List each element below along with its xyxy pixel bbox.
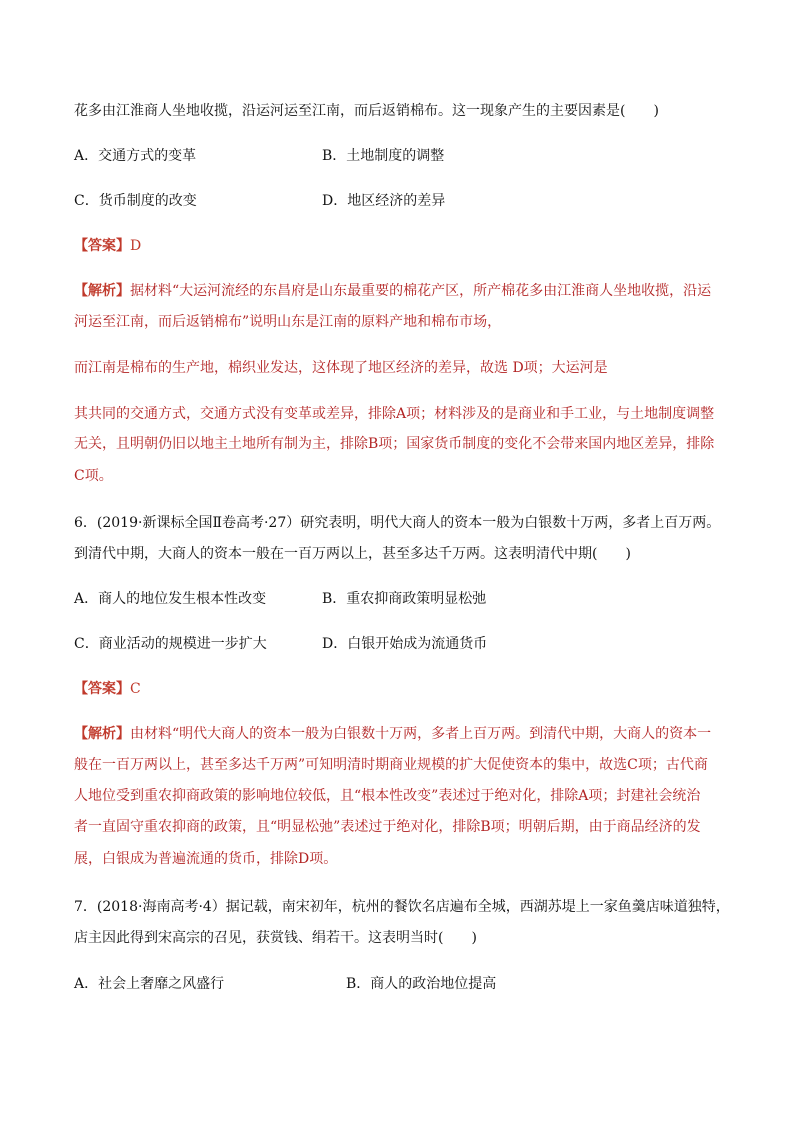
q5-explain-line2: 河运至江南，而后返销棉布”说明山东是江南的原料产地和棉布市场， [74, 314, 502, 330]
q5-explain-line6: C项。 [74, 468, 113, 484]
q6-option-a[interactable]: A．商人的地位发生根本性改变 [74, 591, 267, 607]
q5-option-a[interactable]: A．交通方式的变革 [74, 148, 197, 164]
q6-answer [74, 679, 720, 699]
q5-explain-line5: 无关，且明朝仍旧以地主土地所有制为主，排除B项；国家货币制度的变化不会带来国内地区差异，排除 [74, 436, 715, 452]
q6-option-d[interactable]: D．白银开始成为流通货币 [322, 636, 488, 652]
q6-explain-line4: 者一直固守重农抑商的政策，且“明显松弛”表述过于绝对化，排除B项；明朝后期，由于商品经济的发 [74, 819, 701, 835]
answer-value: D [130, 238, 142, 254]
q5-answer [74, 236, 720, 256]
q5-explain-line4: 其共同的交通方式，交通方式没有变革或差异，排除A项；材料涉及的是商业和手工业，与土地制度调整 [74, 406, 715, 422]
explain-label: 【解析】 [74, 283, 130, 299]
answer-label: 【答案】 [74, 681, 130, 697]
q6-explain-line5: 展，白银成为普遍流通的货币，排除D项。 [74, 851, 338, 867]
q5-explain-line3: 而江南是棉布的生产地，棉织业发达，这体现了地区经济的差异，故选 D项；大运河是 [74, 360, 608, 376]
explain-text: 由材料“明代大商人的资本一般为白银数十万两，多者上百万两。到清代中期，大商人的资本一 [130, 726, 712, 742]
q5-explain-line1 [74, 281, 720, 301]
q5-option-d[interactable]: D．地区经济的差异 [322, 193, 446, 209]
q6-explain-line1 [74, 724, 720, 744]
q6-stem-line2: 到清代中期，大商人的资本一般在一百万两以上，甚至多达千万两。这表明清代中期( ) [74, 546, 631, 562]
q6-explain-line3: 人地位受到重农抑商政策的影响地位较低，且“根本性改变”表述过于绝对化，排除A项；封建社会统治 [74, 788, 701, 804]
q6-stem-line1: 6．(2019·新课标全国Ⅱ卷高考·27）研究表明，明代大商人的资本一般为白银数十万两，多者上百万两。 [74, 515, 721, 531]
q6-option-b[interactable]: B．重农抑商政策明显松弛 [322, 591, 487, 607]
q7-option-a[interactable]: A．社会上奢靡之风盛行 [74, 976, 225, 992]
explain-text: 据材料“大运河流经的东昌府是山东最重要的棉花产区，所产棉花多由江淮商人坐地收揽，沿运 [130, 283, 712, 299]
explain-label: 【解析】 [74, 726, 130, 742]
answer-value: C [130, 681, 141, 697]
q6-option-c[interactable]: C．商业活动的规模进一步扩大 [74, 636, 267, 652]
q7-stem-line1: 7．(2018·海南高考·4）据记载，南宋初年，杭州的餐饮名店遍布全城，西湖苏堤上一家鱼羹店味道独特， [74, 899, 730, 915]
q6-explain-line2: 般在一百万两以上，甚至多达千万两”可知明清时期商业规模的扩大促使资本的集中，故选C项；古代商 [74, 757, 708, 773]
q5-option-b[interactable]: B．土地制度的调整 [322, 148, 445, 164]
q7-option-b[interactable]: B．商人的政治地位提高 [346, 976, 497, 992]
q5-stem: 花多由江淮商人坐地收揽，沿运河运至江南，而后返销棉布。这一现象产生的主要因素是( ) [74, 103, 659, 119]
q7-stem-line2: 店主因此得到宋高宗的召见，获赏钱、绢若干。这表明当时( ) [74, 930, 477, 946]
answer-label: 【答案】 [74, 238, 130, 254]
q5-option-c[interactable]: C．货币制度的改变 [74, 193, 197, 209]
